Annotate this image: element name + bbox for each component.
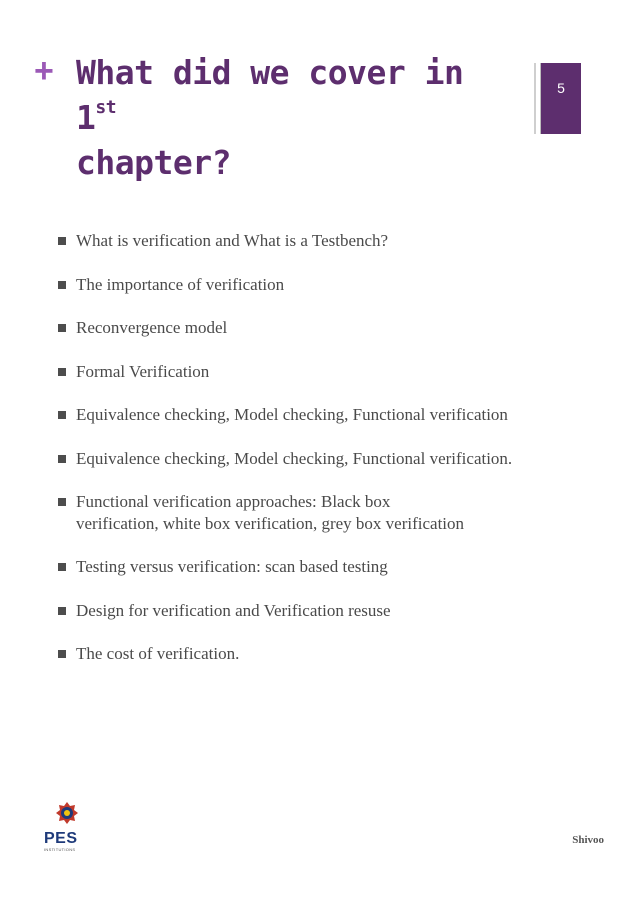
title-superscript: st	[95, 97, 117, 118]
footer-author: Shivoo	[572, 834, 604, 846]
list-item-text: Equivalence checking, Model checking, Functional verification	[76, 405, 508, 424]
list-item-text: The cost of verification.	[76, 644, 240, 663]
emblem-icon	[55, 801, 79, 829]
slide-number-box	[540, 63, 581, 134]
list-item-text: Formal Verification	[76, 361, 210, 381]
square-bullet-icon	[58, 498, 66, 506]
pes-logo	[44, 801, 88, 853]
square-bullet-icon	[58, 411, 66, 419]
list-item-text: Equivalence checking, Model checking, Functional verification.	[76, 448, 513, 468]
bullet-list	[58, 230, 528, 665]
logo-subtitle: INSTITUTIONS	[44, 847, 76, 852]
slide-number: 5	[557, 80, 565, 96]
square-bullet-icon	[58, 324, 66, 332]
square-bullet-icon	[58, 237, 66, 245]
square-bullet-icon	[58, 455, 66, 463]
list-item	[58, 274, 528, 296]
title-text: What did we cover in 1	[76, 53, 464, 137]
list-item	[58, 317, 528, 339]
list-item	[58, 230, 528, 252]
square-bullet-icon	[58, 650, 66, 658]
square-bullet-icon	[58, 563, 66, 571]
list-item	[58, 404, 528, 426]
list-item	[58, 361, 528, 383]
list-item	[58, 600, 528, 622]
list-item-text: What is verification and What is a Testbench?	[76, 231, 389, 250]
list-item-text: The importance of verification	[76, 274, 285, 294]
slide-number-divider	[534, 63, 536, 134]
list-item	[58, 491, 528, 534]
slide-title	[76, 50, 516, 185]
list-item	[58, 448, 528, 470]
square-bullet-icon	[58, 281, 66, 289]
title-text-line2: chapter?	[76, 143, 231, 182]
logo-text: PES	[44, 830, 78, 847]
square-bullet-icon	[58, 607, 66, 615]
list-item-text: Functional verification approaches: Black box verification, white box verification, grey box verification	[76, 492, 465, 533]
list-item-text: Design for verification and Verification resuse	[76, 600, 391, 620]
list-item-text: Testing versus verification: scan based testing	[76, 557, 388, 576]
square-bullet-icon	[58, 368, 66, 376]
list-item	[58, 643, 528, 665]
list-item	[58, 556, 528, 578]
list-item-text: Reconvergence model	[76, 318, 228, 337]
plus-icon: +	[34, 52, 54, 90]
